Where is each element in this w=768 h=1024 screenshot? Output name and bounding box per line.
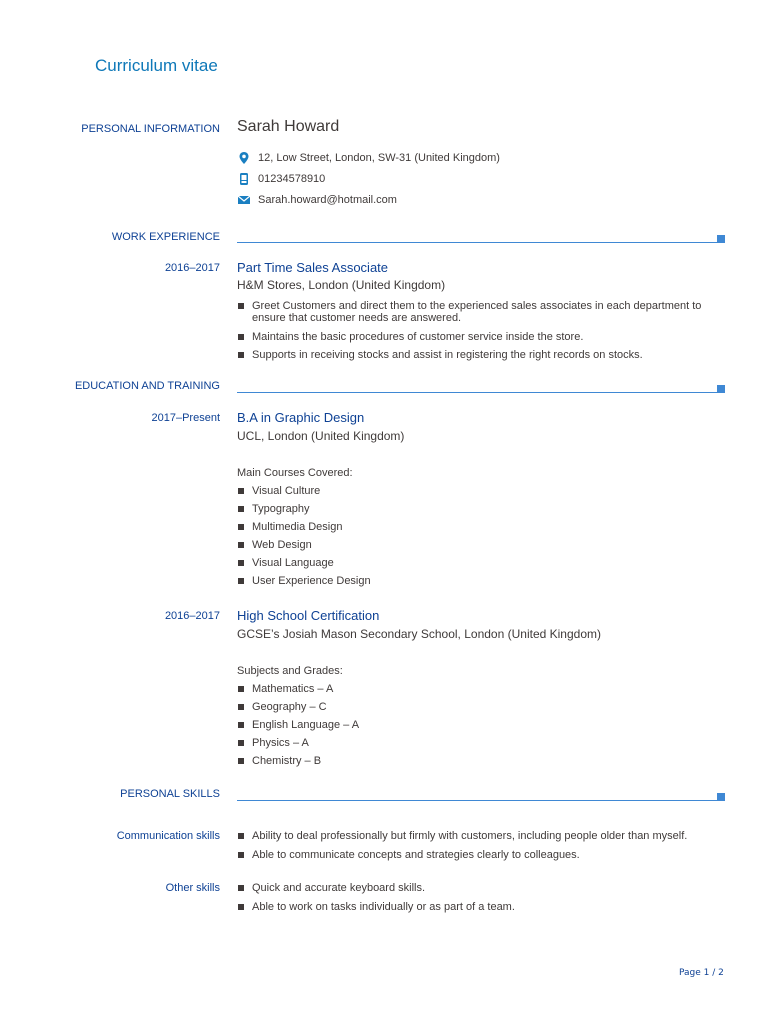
section-divider	[237, 392, 717, 393]
list-item: Web Design	[237, 539, 707, 551]
list-item: Physics – A	[237, 737, 707, 749]
list-item: Geography – C	[237, 701, 707, 713]
section-label-education: EDUCATION AND TRAINING	[74, 380, 220, 392]
section-label-work-experience: WORK EXPERIENCE	[111, 231, 220, 243]
list-item: Greet Customers and direct them to the experienced sales associates in each department to ensure that customer needs are answered.	[237, 300, 707, 324]
section-marker	[717, 793, 725, 801]
email-row	[237, 193, 397, 207]
list-item: Maintains the basic procedures of customer service inside the store.	[237, 331, 707, 343]
courses-heading: Main Courses Covered:	[237, 467, 353, 479]
institution: GCSE’s Josiah Mason Secondary School, London (United Kingdom)	[237, 627, 601, 641]
list-item: Able to communicate concepts and strategies clearly to colleagues.	[237, 849, 707, 861]
list-item: Chemistry – B	[237, 755, 707, 767]
certification-title: High School Certification	[237, 608, 380, 623]
work-dates: 2016–2017	[164, 262, 220, 274]
list-item: Visual Language	[237, 557, 707, 569]
subjects-list	[237, 683, 707, 767]
list-item: Supports in receiving stocks and assist in registering the right records on stocks.	[237, 349, 707, 361]
document-title: Curriculum vitae	[95, 56, 218, 75]
degree-title: B.A in Graphic Design	[237, 410, 365, 425]
section-marker	[717, 235, 725, 243]
communication-skills-label: Communication skills	[116, 830, 220, 842]
list-item: Typography	[237, 503, 707, 515]
section-label-personal-information: PERSONAL INFORMATION	[81, 123, 220, 135]
subjects-heading: Subjects and Grades:	[237, 665, 343, 677]
courses-list	[237, 485, 707, 587]
list-item: Able to work on tasks individually or as part of a team.	[237, 901, 707, 913]
other-skills-label: Other skills	[165, 882, 220, 894]
mobile-phone-icon	[237, 172, 251, 186]
section-divider	[237, 242, 717, 243]
education-dates: 2016–2017	[164, 610, 220, 622]
section-label-personal-skills: PERSONAL SKILLS	[120, 788, 220, 800]
institution: UCL, London (United Kingdom)	[237, 429, 405, 443]
email-link[interactable]: Sarah.howard@hotmail.com	[258, 194, 397, 206]
education-dates: 2017–Present	[151, 412, 220, 424]
list-item: Mathematics – A	[237, 683, 707, 695]
employer: H&M Stores, London (United Kingdom)	[237, 278, 446, 292]
address-row	[237, 151, 500, 165]
work-duties-list	[237, 300, 707, 361]
list-item: Quick and accurate keyboard skills.	[237, 882, 707, 894]
list-item: Multimedia Design	[237, 521, 707, 533]
list-item: Ability to deal professionally but firmly with customers, including people older than myself.	[237, 830, 707, 842]
communication-skills-list	[237, 830, 707, 861]
location-pin-icon	[237, 151, 251, 165]
job-title: Part Time Sales Associate	[237, 260, 389, 275]
page-number: Page 1 / 2	[679, 968, 724, 978]
section-divider	[237, 800, 717, 801]
envelope-icon	[237, 193, 251, 207]
list-item: Visual Culture	[237, 485, 707, 497]
other-skills-list	[237, 882, 707, 913]
list-item: User Experience Design	[237, 575, 707, 587]
list-item: English Language – A	[237, 719, 707, 731]
section-marker	[717, 385, 725, 393]
phone-text: 01234578910	[258, 173, 326, 185]
phone-row	[237, 172, 325, 186]
address-text: 12, Low Street, London, SW-31 (United Kingdom)	[258, 152, 500, 164]
candidate-name: Sarah Howard	[237, 118, 340, 135]
